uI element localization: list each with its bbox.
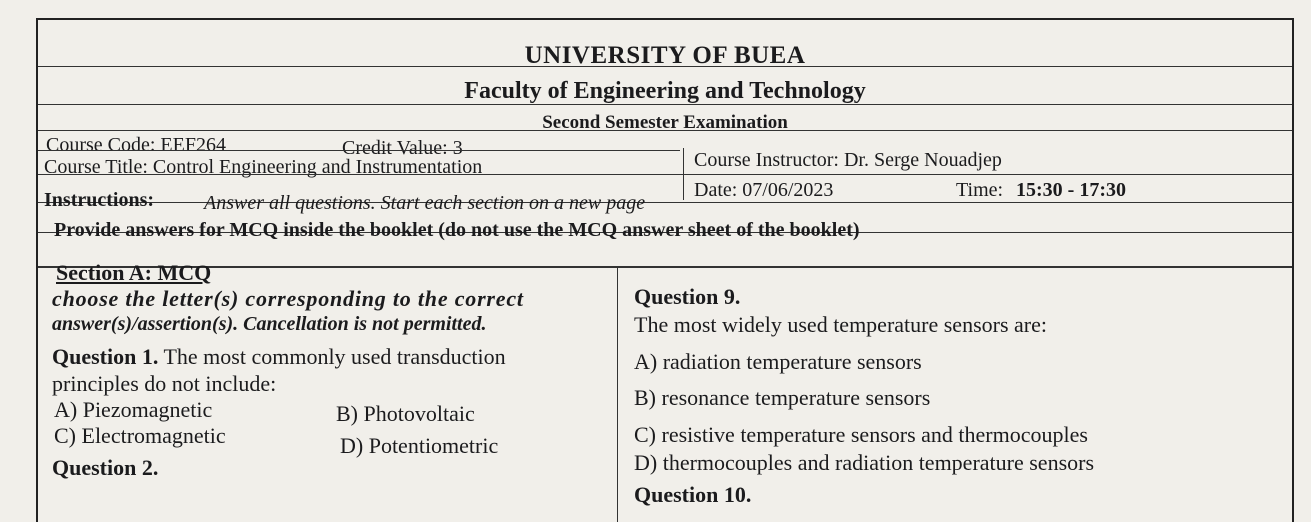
question-9-label: Question 9. xyxy=(634,284,741,309)
q9-option-d: D) thermocouples and radiation temperature sensors xyxy=(634,449,1095,475)
column-divider xyxy=(617,268,618,522)
q1-option-a: A) Piezomagnetic xyxy=(54,397,213,423)
divider xyxy=(38,66,1292,67)
section-a-right-column xyxy=(634,284,1284,509)
q1-option-d: D) Potentiometric xyxy=(340,433,499,459)
university-name: UNIVERSITY OF BUEA xyxy=(524,42,806,69)
q1-options-row-2 xyxy=(52,423,612,459)
mcq-note: Provide answers for MCQ inside the booklet (do not use the MCQ answer sheet of the booklet) xyxy=(54,219,860,241)
question-10-label: Question 10. xyxy=(634,482,752,508)
question-1 xyxy=(52,344,612,370)
faculty-name: Faculty of Engineering and Technology xyxy=(464,78,866,104)
instructions-text: Answer all questions. Start each section on a new page xyxy=(204,192,646,214)
directive-line-1: choose the letter(s) corresponding to the correct xyxy=(52,286,524,311)
question-1-label: Question 1. xyxy=(52,344,159,370)
question-9-text: The most widely used temperature sensors are: xyxy=(634,312,1047,338)
course-code: Course Code: EEF264 xyxy=(46,134,226,156)
time-label: Time: xyxy=(956,179,1004,201)
q1-option-b: B) Photovoltaic xyxy=(336,401,475,427)
q1-option-c: C) Electromagnetic xyxy=(54,423,226,449)
instructions-label: Instructions: xyxy=(44,189,155,211)
course-title: Course Title: Control Engineering and Instrumentation xyxy=(44,156,483,178)
q1-options-row-1 xyxy=(52,397,612,427)
exam-date: Date: 07/06/2023 xyxy=(694,179,834,201)
divider xyxy=(38,130,1292,131)
course-instructor: Course Instructor: Dr. Serge Nouadjep xyxy=(694,149,1002,171)
divider xyxy=(38,266,1292,268)
section-a-title: Section A: MCQ xyxy=(56,260,212,285)
divider xyxy=(38,104,1292,105)
question-2-label: Question 2. xyxy=(52,455,159,481)
q9-option-a: A) radiation temperature sensors xyxy=(634,348,922,374)
divider xyxy=(38,150,680,151)
question-1-text: The most commonly used transduction xyxy=(158,344,506,370)
q9-option-c: C) resistive temperature sensors and thermocouples xyxy=(634,421,1088,447)
section-a-left-column xyxy=(52,286,612,482)
q9-option-b: B) resonance temperature sensors xyxy=(634,385,931,411)
exam-title: Second Semester Examination xyxy=(542,112,788,133)
question-1-text-cont: principles do not include: xyxy=(52,370,277,396)
divider xyxy=(38,174,1292,175)
exam-time: 15:30 - 17:30 xyxy=(1016,179,1126,201)
directive-line-2: answer(s)/assertion(s). Cancellation is not permitted. xyxy=(52,313,487,336)
credit-value: Credit Value: 3 xyxy=(342,137,463,159)
